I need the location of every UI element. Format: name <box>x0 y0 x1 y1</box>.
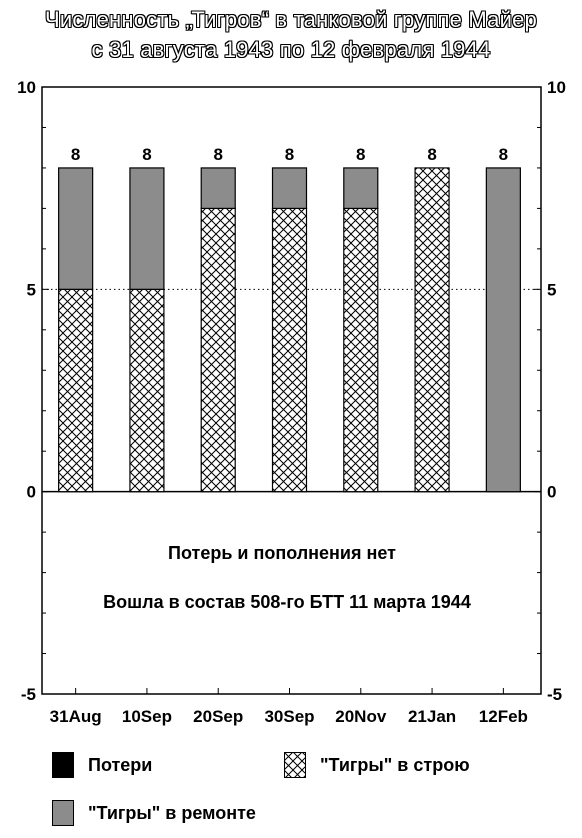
x-tick-label: 20Sep <box>193 707 244 726</box>
chart-title-line-1: Численность „Тигров“ в танковой группе Майер <box>45 7 537 32</box>
legend-label-in-service: "Тигры" в строю <box>320 754 470 775</box>
bar-total-label: 8 <box>427 144 437 164</box>
bar-total-label: 8 <box>356 144 366 164</box>
y-tick-label-left: 0 <box>26 482 36 502</box>
bar-total-label: 8 <box>142 144 152 164</box>
bar-in-repair <box>273 168 307 208</box>
y-tick-label-left: -5 <box>20 685 36 704</box>
y-tick-label-right: 10 <box>547 78 566 97</box>
annotation-no-losses: Потерь и пополнения нет <box>168 543 396 563</box>
bar-in-service <box>344 208 378 491</box>
bar-total-label: 8 <box>213 144 223 164</box>
bar-in-repair <box>201 168 235 208</box>
x-tick-label: 31Aug <box>49 707 102 726</box>
bar-in-service <box>415 168 449 492</box>
y-tick-label-right: 0 <box>547 482 557 502</box>
y-tick-label-left: 10 <box>17 78 36 97</box>
x-tick-label: 20Nov <box>335 707 387 726</box>
bar-total-label: 8 <box>70 144 81 164</box>
x-tick-label: 12Feb <box>478 707 528 726</box>
x-tick-label: 21Jan <box>407 707 457 726</box>
legend-swatch-in-service <box>284 752 306 778</box>
bar-total-label: 8 <box>284 144 295 164</box>
bar-in-service <box>130 289 164 491</box>
bar-in-repair <box>344 168 378 208</box>
bar-in-repair <box>59 168 93 289</box>
bar-in-repair <box>130 168 164 289</box>
y-tick-label-right: -5 <box>547 685 563 704</box>
bar-in-service <box>273 208 307 491</box>
x-tick-label: 10Sep <box>121 707 172 726</box>
legend-item-repair <box>52 800 256 826</box>
bar-in-service <box>59 289 93 491</box>
legend-swatch-repair <box>52 800 74 826</box>
bar-total-label: 8 <box>498 144 509 164</box>
x-tick-label: 30Sep <box>264 707 315 726</box>
legend-item-in-service <box>284 752 470 778</box>
bar-in-repair <box>486 168 520 492</box>
legend-item-losses <box>52 752 152 778</box>
bar-in-service <box>201 208 235 491</box>
y-tick-label-left: 5 <box>26 280 36 300</box>
legend-label-repair: "Тигры" в ремонте <box>88 802 256 823</box>
y-tick-label-right: 5 <box>547 280 557 300</box>
legend-label-losses: Потери <box>88 754 153 775</box>
chart-title-line-2: с 31 августа 1943 по 12 февраля 1944 <box>91 37 491 62</box>
annotation-merged: Вошла в состав 508-го БТТ 11 марта 1944 <box>103 592 471 612</box>
legend-swatch-losses <box>52 752 74 778</box>
